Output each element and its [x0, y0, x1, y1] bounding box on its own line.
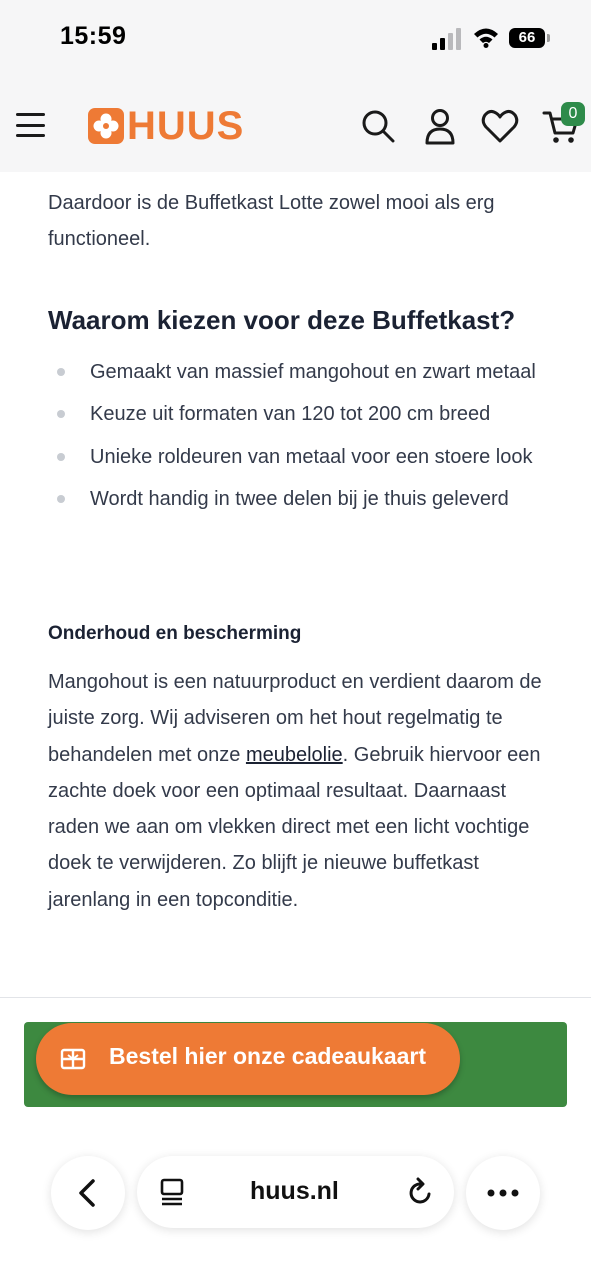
section-divider	[0, 997, 591, 998]
address-bar[interactable]	[137, 1156, 454, 1228]
menu-icon[interactable]	[16, 113, 45, 137]
status-time: 15:59	[60, 22, 127, 50]
site-logo[interactable]	[88, 106, 244, 146]
cart-count-badge: 0	[561, 102, 585, 126]
section-heading: Waarom kiezen voor deze Buffetkast?	[48, 305, 516, 335]
list-item: Unieke roldeuren van metaal voor een stoere look	[48, 439, 548, 475]
care-paragraph: Mangohout is een natuurproduct en verdient daarom de juiste zorg. Wij adviseren om het hout regelmatig te behandelen met onze meubelolie. Gebruik hiervoor een zachte doek voor een optimaal resultaat. Daarnaast raden we aan om vlekken direct met een licht vochtige doek te verwijderen. Zo blijft je nieuwe buffetkast jarenlang in een topconditie.	[48, 671, 542, 911]
battery-cap	[547, 34, 550, 42]
bullet-dot	[57, 453, 65, 461]
user-icon[interactable]	[420, 106, 460, 146]
back-button[interactable]	[51, 1156, 125, 1230]
list-item: Keuze uit formaten van 120 tot 200 cm breed	[48, 396, 548, 432]
bullet-dot	[57, 410, 65, 418]
reload-icon[interactable]	[407, 1177, 435, 1207]
logo-text: HUUS	[127, 104, 245, 148]
url-text: huus.nl	[250, 1177, 339, 1205]
more-dots-icon	[486, 1188, 520, 1198]
bullet-dot	[57, 368, 65, 376]
status-bar	[0, 0, 591, 82]
battery-indicator: 66	[509, 28, 545, 48]
gift-card-label: Bestel hier onze cadeaukaart	[109, 1043, 427, 1069]
logo-mark-icon	[88, 108, 124, 144]
chevron-left-icon	[74, 1178, 102, 1208]
more-options-button[interactable]	[466, 1156, 540, 1230]
gift-card-icon	[60, 1046, 86, 1072]
tabs-icon[interactable]	[159, 1178, 187, 1206]
meubelolie-link[interactable]: meubelolie	[245, 743, 343, 766]
product-description	[48, 172, 548, 258]
wifi-icon	[473, 26, 499, 48]
bullet-dot	[57, 495, 65, 503]
heart-icon[interactable]	[480, 106, 520, 146]
cellular-signal-icon	[432, 28, 464, 50]
intro-paragraph: Daardoor is de Buffetkast Lotte zowel mooi als erg functioneel.	[48, 192, 495, 251]
search-icon[interactable]	[358, 106, 398, 146]
care-heading: Onderhoud en bescherming	[48, 623, 302, 644]
site-header	[0, 82, 591, 172]
feature-list	[48, 354, 548, 523]
gift-card-button[interactable]	[36, 1023, 460, 1095]
list-item: Gemaakt van massief mangohout en zwart metaal	[48, 354, 548, 390]
list-item: Wordt handig in twee delen bij je thuis geleverd	[48, 481, 548, 517]
